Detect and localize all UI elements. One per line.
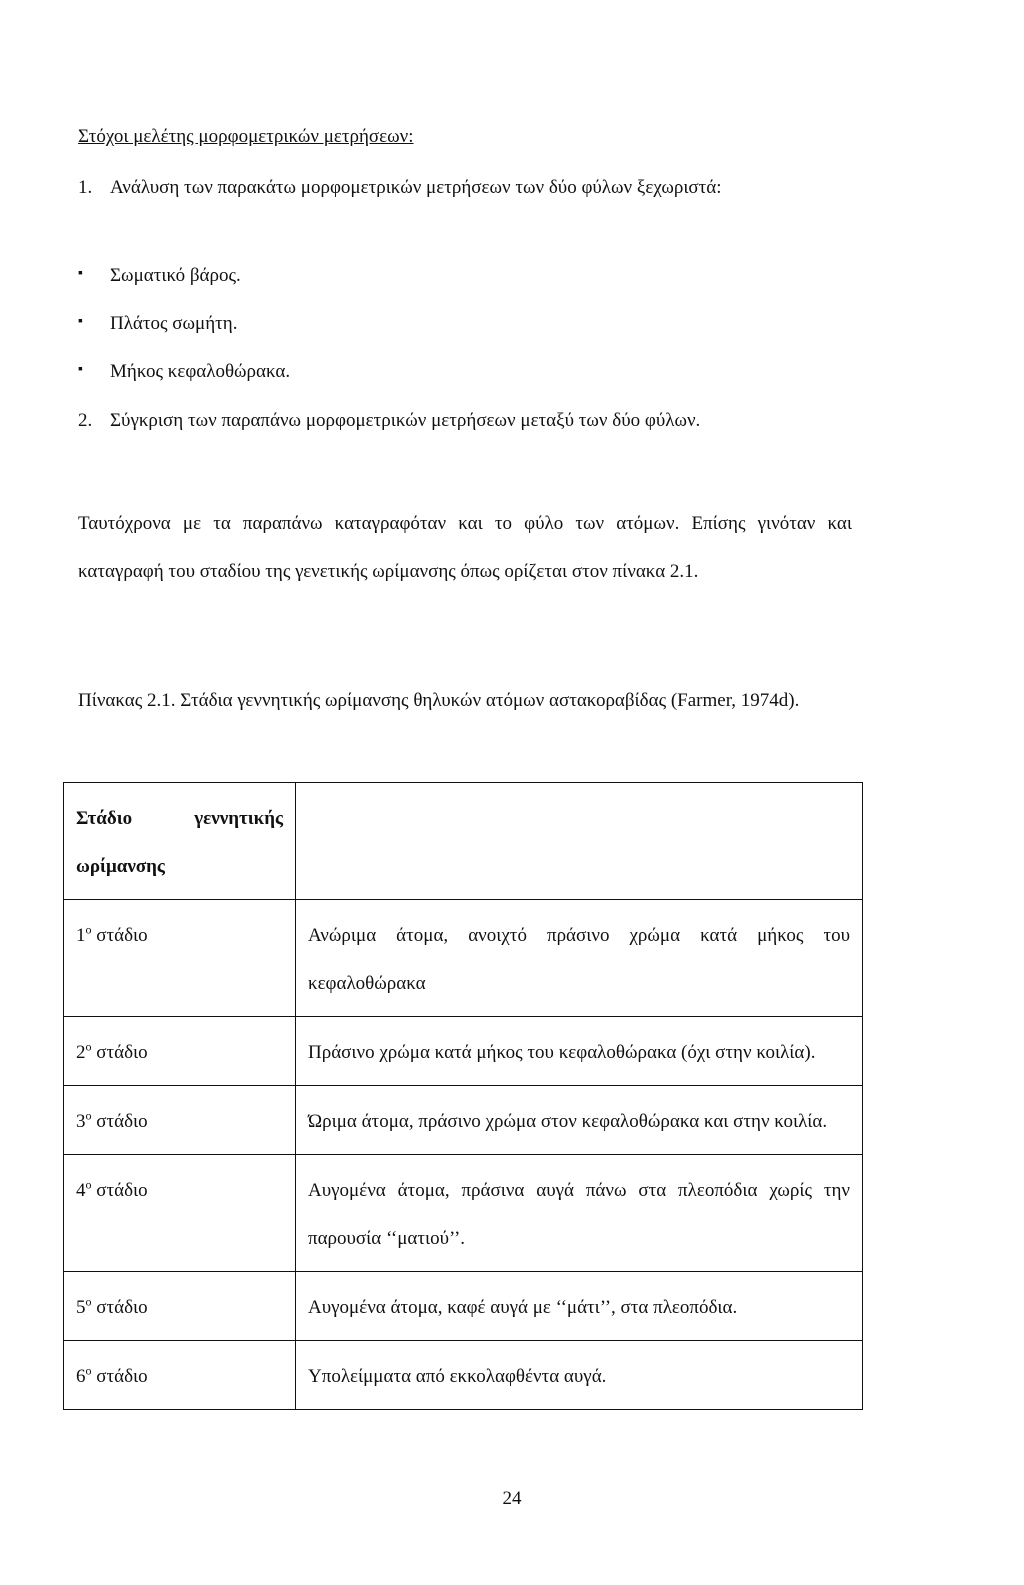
- stage-label-cell: $4^o$ στάδιο: [64, 1155, 296, 1272]
- table-header-cell-empty: [296, 783, 863, 900]
- bullet-text: Μήκος κεφαλοθώρακα.: [110, 361, 291, 382]
- page-number: 24: [502, 1488, 522, 1509]
- bullet-item: [78, 361, 291, 383]
- stage-label-cell: $5^o$ στάδιο: [64, 1272, 296, 1341]
- bullet-icon: ▪: [78, 266, 83, 281]
- list-item: [78, 397, 850, 445]
- bullet-item: [78, 313, 238, 335]
- bullet-text: Πλάτος σωμήτη.: [110, 313, 238, 334]
- table-caption: Πίνακας 2.1. Στάδια γεννητικής ωρίμανσης θηλυκών ατόμων αστακοραβίδας (Farmer, 1974d).: [78, 690, 800, 711]
- bullet-text: Σωματικό βάρος.: [110, 265, 241, 286]
- stage-description-cell: Αυγομένα άτομα, καφέ αυγά με ‘‘μάτι’’, στα πλεοπόδια.: [296, 1272, 863, 1341]
- table-header-row: [64, 783, 863, 900]
- table-row: [64, 900, 863, 1017]
- section-heading: Στόχοι μελέτης μορφομετρικών μετρήσεων:: [78, 126, 414, 147]
- table-row: [64, 1341, 863, 1410]
- stage-label-cell: $2^o$ στάδιο: [64, 1017, 296, 1086]
- stage-description-cell: Ώριμα άτομα, πράσινο χρώμα στον κεφαλοθώρακα και στην κοιλία.: [296, 1086, 863, 1155]
- stage-description-cell: Ανώριμα άτομα, ανοιχτό πράσινο χρώμα κατά μήκος του κεφαλοθώρακα: [296, 900, 863, 1017]
- body-paragraph: Ταυτόχρονα με τα παραπάνω καταγραφόταν και το φύλο των ατόμων. Επίσης γινόταν και καταγραφή του σταδίου της γενετικής ωρίμανσης όπως ορίζεται στον πίνακα 2.1.: [78, 513, 852, 582]
- stage-description-cell: Υπολείμματα από εκκολαφθέντα αυγά.: [296, 1341, 863, 1410]
- bullet-icon: ▪: [78, 314, 83, 329]
- table-row: [64, 1017, 863, 1086]
- list-item-text: Ανάλυση των παρακάτω μορφομετρικών μετρήσεων των δύο φύλων ξεχωριστά:: [110, 177, 722, 198]
- list-item-text: Σύγκριση των παραπάνω μορφομετρικών μετρήσεων μεταξύ των δύο φύλων.: [110, 410, 701, 431]
- table-row: [64, 1155, 863, 1272]
- maturation-stages-table: [63, 782, 863, 1410]
- stage-label-cell: $3^o$ στάδιο: [64, 1086, 296, 1155]
- table-row: [64, 1272, 863, 1341]
- stage-label-cell: $6^o$ στάδιο: [64, 1341, 296, 1410]
- stage-description-cell: Πράσινο χρώμα κατά μήκος του κεφαλοθώρακα (όχι στην κοιλία).: [296, 1017, 863, 1086]
- stage-description-cell: Αυγομένα άτομα, πράσινα αυγά πάνω στα πλεοπόδια χωρίς την παρουσία ‘‘ματιού’’.: [296, 1155, 863, 1272]
- stage-label-cell: $1^o$ στάδιο: [64, 900, 296, 1017]
- list-item-number: 1.: [78, 177, 93, 198]
- bullet-icon: ▪: [78, 362, 83, 377]
- list-item: [78, 164, 850, 212]
- table-row: [64, 1086, 863, 1155]
- table-header-cell: Στάδιο γεννητικής ωρίμανσης: [64, 783, 296, 900]
- list-item-number: 2.: [78, 410, 93, 431]
- bullet-item: [78, 265, 241, 287]
